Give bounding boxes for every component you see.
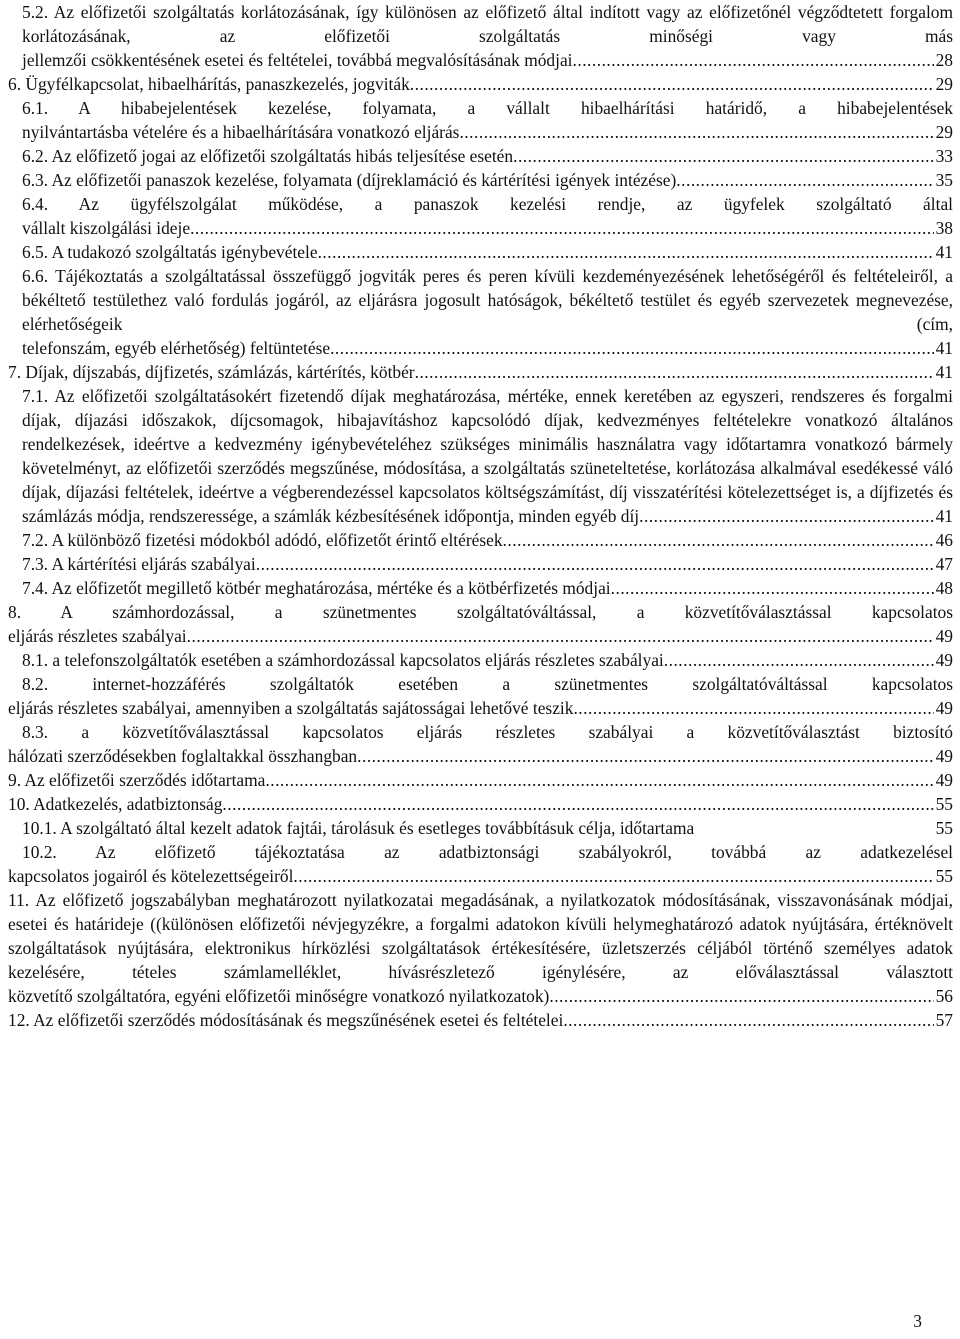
toc-entry-title: 8.1. a telefonszolgáltatók esetében a számhordozással kapcsolatos eljárás részletes szabályai xyxy=(22,650,664,670)
toc-entry-text: 6.4. Az ügyfélszolgálat működése, a panaszok kezelési rendje, az ügyfelek szolgáltató által xyxy=(22,194,953,214)
toc-entry-title: kapcsolatos jogairól és kötelezettségeiről xyxy=(8,866,294,886)
toc-page-number: 55 xyxy=(935,794,953,814)
toc-page-number: 49 xyxy=(935,650,953,670)
toc-entry-title: 7.2. A különböző fizetési módokból adódó, előfizetőt érintő eltérések xyxy=(22,530,503,550)
toc-entry-title: vállalt kiszolgálási ideje xyxy=(22,218,191,238)
dot-leader xyxy=(573,48,934,72)
toc-entry[interactable] xyxy=(8,576,953,600)
toc-entry[interactable] xyxy=(8,1008,953,1032)
toc-page-number: 49 xyxy=(935,698,953,718)
toc-entry[interactable] xyxy=(8,192,953,240)
toc-entry-title: 10. Adatkezelés, adatbiztonság xyxy=(8,794,223,814)
toc-entry[interactable] xyxy=(8,552,953,576)
toc-entry[interactable] xyxy=(8,528,953,552)
toc-page-number: 29 xyxy=(935,74,953,94)
toc-entry[interactable] xyxy=(8,0,953,72)
dot-leader xyxy=(573,696,933,720)
toc-page-number: 47 xyxy=(935,554,953,574)
dot-leader xyxy=(318,240,934,264)
dot-leader xyxy=(410,72,934,96)
toc-page-number: 49 xyxy=(935,746,953,766)
toc-page-number: 41 xyxy=(935,362,953,382)
toc-entry-text: 10.2. Az előfizető tájékoztatása az adatbiztonsági szabályokról, továbbá az adatkezelésel xyxy=(22,842,953,862)
toc-page-number: 55 xyxy=(935,866,953,886)
toc-page-number: 57 xyxy=(935,1010,953,1030)
toc-page-number: 41 xyxy=(935,506,953,526)
toc-entry-text: 8.3. a közvetítőválasztással kapcsolatos eljárás részletes szabályai a közvetítőválasztást biztosító xyxy=(22,722,953,742)
table-of-contents xyxy=(8,0,953,1032)
toc-entry[interactable] xyxy=(8,72,953,96)
toc-entry-text: 7.1. Az előfizetői szolgáltatásokért fizetendő díjak meghatározása, mértéke, ennek keretében az egyszeri, rendszeres és forgalmi díjak, díjazási időszakok, díjcsomagok, hibajavításhoz kapcsolódó díjak, kedvezményes feltételekre vonatkozó általános rendelkezések, ideértve a kedvezmény igénybevételéhez szükséges minimális használatra vagy időtartamra vonatkozó bármely követelményt, az előfizetői szerződés megszűnése, módosítása, a szolgáltatás szüneteltetése, korlátozása alkalmával esedékessé váló díjak, díjazási feltételek, ideértve a végberendezéssel kapcsolatos költségszámítást, díj visszatérítési kötelezettséget is, a díjfizetés és xyxy=(22,386,953,502)
dot-leader xyxy=(357,744,933,768)
toc-entry[interactable] xyxy=(8,600,953,648)
toc-entry-text: 5.2. Az előfizetői szolgáltatás korlátozásának, így különösen az előfizető által indított vagy az előfizetőnél végződtetett forgalom korlátozásának, az előfizetői szolgáltatás minőségi vagy más xyxy=(22,2,953,46)
toc-entry-title: 7.4. Az előfizetőt megillető kötbér meghatározása, mértéke és a kötbérfizetés módjai xyxy=(22,578,611,598)
toc-entry-title: 6. Ügyfélkapcsolat, hibaelhárítás, panaszkezelés, jogviták xyxy=(8,74,410,94)
toc-entry-text: 11. Az előfizető jogszabályban meghatározott nyilatkozatai megadásának, a nyilatkozatok módosításának, visszavonásának módjai, esetei és határideje ((különösen előfizetői névjegyzékre, a forgalmi adatokon kívüli helymeghatározó adatok nyújtására, értéknövelt szolgáltatások nyújtására, elektronikus hírközlési szolgáltatások értékesítésére, üzletszerzés céljából történő személyes adatok kezelésére, tételes számlamelléklet, hívásrészletező igénylésére, az előválasztással választott xyxy=(8,890,953,982)
toc-entry-title: 6.5. A tudakozó szolgáltatás igénybevétele xyxy=(22,242,318,262)
dot-leader xyxy=(330,336,934,360)
toc-entry[interactable] xyxy=(8,672,953,720)
dot-leader xyxy=(222,792,933,816)
toc-page-number: 29 xyxy=(935,122,953,142)
toc-entry-title: 12. Az előfizetői szerződés módosításának és megszűnésének esetei és feltételei xyxy=(8,1010,564,1030)
dot-leader xyxy=(293,864,933,888)
toc-entry[interactable] xyxy=(8,240,953,264)
toc-page-number: 55 xyxy=(935,818,953,838)
page-number: 3 xyxy=(913,1311,922,1331)
dot-leader xyxy=(503,528,934,552)
toc-entry[interactable] xyxy=(8,720,953,768)
toc-page-number: 28 xyxy=(935,50,953,70)
toc-page-number: 41 xyxy=(935,242,953,262)
toc-entry-title: 6.2. Az előfizető jogai az előfizetői szolgáltatás hibás teljesítése esetén xyxy=(22,146,514,166)
dot-leader xyxy=(265,768,933,792)
toc-page-number: 49 xyxy=(935,770,953,790)
toc-page-number: 41 xyxy=(935,338,953,358)
toc-entry-title: nyilvántartásba vételére és a hibaelhárítására vonatkozó eljárás xyxy=(22,122,460,142)
toc-entry-title: eljárás részletes szabályai xyxy=(8,626,187,646)
toc-entry-text: 6.1. A hibabejelentések kezelése, folyamata, a vállalt hibaelhárítási határidő, a hibabejelentések xyxy=(22,98,953,118)
toc-page-number: 33 xyxy=(935,146,953,166)
toc-entry-title: 7. Díjak, díjszabás, díjfizetés, számlázás, kártérítés, kötbér xyxy=(8,362,415,382)
dot-leader xyxy=(676,168,933,192)
dot-leader xyxy=(611,576,934,600)
toc-entry-title: számlázás módja, rendszeressége, a számlák kézbesítésének időpontja, minden egyéb díj xyxy=(22,506,640,526)
toc-entry[interactable] xyxy=(8,264,953,360)
dot-leader xyxy=(639,504,933,528)
toc-entry[interactable] xyxy=(8,384,953,528)
toc-entry[interactable] xyxy=(8,840,953,888)
dot-leader xyxy=(459,120,933,144)
toc-entry-title: 7.3. A kártérítési eljárás szabályai xyxy=(22,554,256,574)
toc-entry[interactable] xyxy=(8,792,953,816)
toc-entry-text: 8. A számhordozással, a szünetmentes szolgáltatóváltással, a közvetítőválasztással kapcsolatos xyxy=(8,602,953,622)
dot-leader xyxy=(190,216,934,240)
toc-entry-title: eljárás részletes szabályai, amennyiben a szolgáltatás sajátosságai lehetővé teszik xyxy=(8,698,574,718)
toc-entry[interactable] xyxy=(8,888,953,1008)
toc-entry[interactable] xyxy=(8,816,953,840)
toc-page-number: 46 xyxy=(935,530,953,550)
toc-entry-title: közvetítő szolgáltatóra, egyéni előfizetői minőségre vonatkozó nyilatkozatok) xyxy=(8,986,550,1006)
toc-entry-text: 8.2. internet-hozzáférés szolgáltatók esetében a szünetmentes szolgáltatóváltással kapcsolatos xyxy=(22,674,953,694)
toc-entry-title: 6.3. Az előfizetői panaszok kezelése, folyamata (díjreklamáció és kártérítési igények intézése) xyxy=(22,170,677,190)
toc-entry-title: 10.1. A szolgáltató által kezelt adatok fajtái, tárolásuk és esetleges továbbításuk célja, időtartama xyxy=(22,818,695,838)
toc-entry-title: 9. Az előfizetői szerződés időtartama xyxy=(8,770,266,790)
toc-entry[interactable] xyxy=(8,144,953,168)
dot-leader xyxy=(513,144,934,168)
dot-leader xyxy=(664,648,934,672)
dot-leader xyxy=(549,984,933,1008)
toc-entry[interactable] xyxy=(8,96,953,144)
toc-entry[interactable] xyxy=(8,168,953,192)
toc-entry-title: telefonszám, egyéb elérhetőség) feltüntetése xyxy=(22,338,331,358)
toc-entry[interactable] xyxy=(8,768,953,792)
dot-leader xyxy=(256,552,934,576)
toc-page-number: 56 xyxy=(935,986,953,1006)
toc-entry[interactable] xyxy=(8,648,953,672)
dot-leader xyxy=(415,360,934,384)
toc-entry[interactable] xyxy=(8,360,953,384)
toc-entry-title: jellemzői csökkentésének esetei és feltételei, továbbá megvalósításának módjai xyxy=(22,50,573,70)
toc-entry-title: hálózati szerződésekben foglaltakkal összhangban xyxy=(8,746,358,766)
toc-page-number: 38 xyxy=(935,218,953,238)
toc-page-number: 49 xyxy=(935,626,953,646)
toc-entry-text: 6.6. Tájékoztatás a szolgáltatással összefüggő jogviták peres és peren kívüli kezdeményezésének lehetőségéről és feltételeiről, a békéltető testülethez való fordulás jogáról, az eljárásra jogosult hatóságok, békéltető testület és egyéb szervezetek megnevezése, elérhetőségeik (cím, xyxy=(22,266,953,334)
dot-leader xyxy=(187,624,934,648)
toc-page-number: 35 xyxy=(935,170,953,190)
dot-leader xyxy=(563,1008,933,1032)
toc-page-number: 48 xyxy=(935,578,953,598)
